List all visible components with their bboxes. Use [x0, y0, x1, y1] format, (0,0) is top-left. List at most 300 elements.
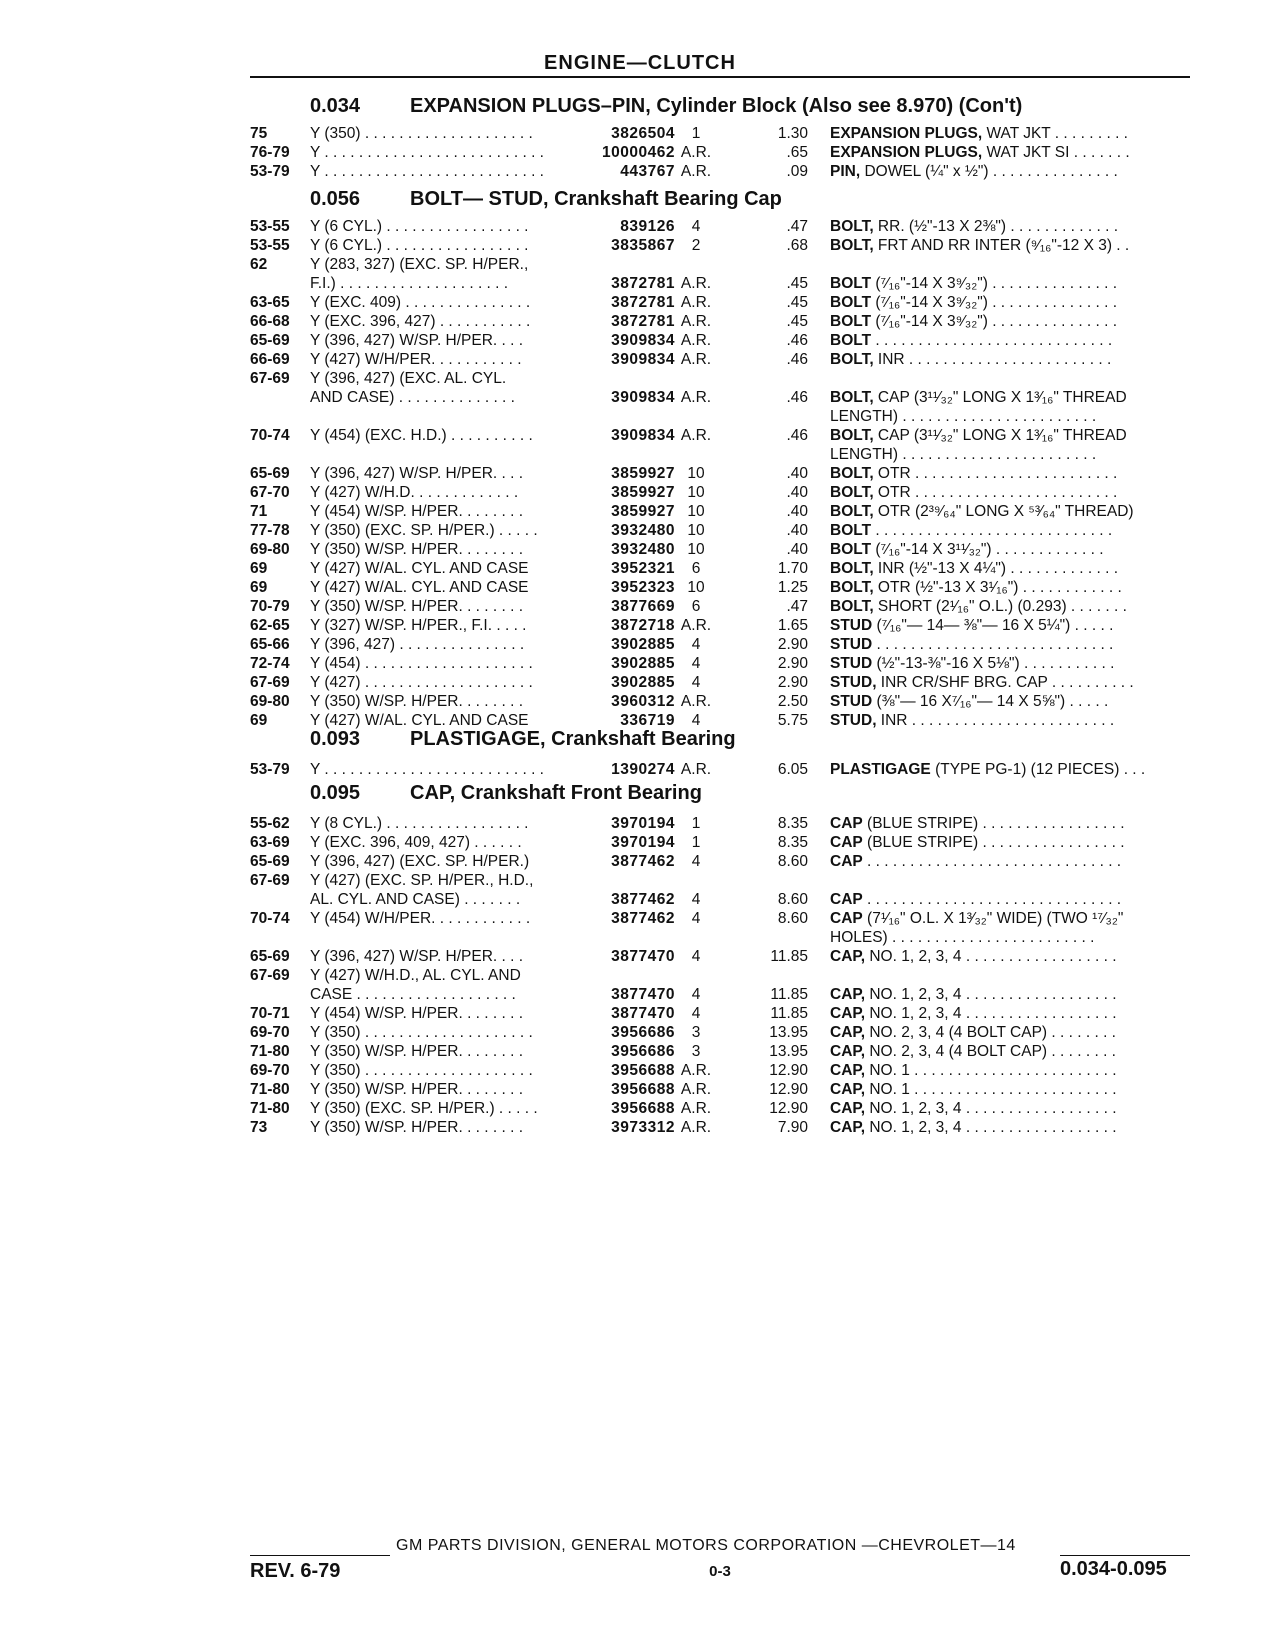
- year-range: 63-69: [250, 834, 290, 851]
- description-name: BOLT: [830, 313, 872, 330]
- application: Y (350) . . . . . . . . . . . . . . . . . . . .: [310, 1062, 533, 1079]
- application: Y (EXC. 396, 409, 427) . . . . . .: [310, 834, 522, 851]
- section-heading: [310, 728, 736, 751]
- description: [830, 521, 1190, 540]
- description-detail: NO. 1, 2, 3, 4 . . . . . . . . . . . . . . . . . .: [865, 986, 1117, 1003]
- description-detail: (½"-13-⅜"-16 X 5⅛") . . . . . . . . . . .: [872, 655, 1115, 672]
- year-range: 75: [250, 125, 268, 142]
- description-detail: (⁷⁄₁₆"-14 X 3⁹⁄₃₂") . . . . . . . . . . . . . . .: [871, 294, 1118, 311]
- price: 5.75: [777, 712, 808, 729]
- price: 2.90: [777, 655, 808, 672]
- parts-row: [0, 890, 1280, 910]
- parts-row: [0, 388, 1280, 408]
- description-detail: (⁷⁄₁₆"-14 X 3⁹⁄₃₂") . . . . . . . . . . . . . . .: [871, 275, 1118, 292]
- year-range: 70-79: [250, 598, 290, 615]
- description-name: CAP,: [830, 1119, 866, 1136]
- parts-row: [0, 616, 1280, 636]
- description-name: CAP,: [830, 1081, 866, 1098]
- description: [830, 559, 1190, 578]
- quantity: 10: [687, 503, 705, 520]
- parts-row: [0, 966, 1280, 986]
- part-number: 3909834: [611, 389, 675, 406]
- quantity: 6: [691, 560, 701, 577]
- parts-row: [0, 1061, 1280, 1081]
- description-detail: (⁷⁄₁₆"-14 X 3¹¹⁄₃₂") . . . . . . . . . . . . .: [871, 541, 1104, 558]
- footer-revision: REV. 6-79: [250, 1560, 341, 1582]
- year-range: 66-68: [250, 313, 290, 330]
- description: [830, 985, 1190, 1004]
- description-name: CAP: [830, 834, 863, 851]
- description-detail: SHORT (2¹⁄₁₆" O.L.) (0.293) . . . . . . .: [873, 598, 1127, 615]
- application: Y (350) . . . . . . . . . . . . . . . . . . . .: [310, 125, 533, 142]
- part-number: 3902885: [611, 636, 675, 653]
- quantity: 4: [691, 910, 701, 927]
- part-number: 3909834: [611, 427, 675, 444]
- quantity: A.R.: [680, 144, 712, 161]
- quantity: 3: [691, 1043, 701, 1060]
- parts-row: [0, 162, 1280, 182]
- part-number: 3970194: [611, 834, 675, 851]
- description-name: STUD,: [830, 712, 877, 729]
- part-number: 3859927: [611, 484, 675, 501]
- description: [830, 293, 1190, 312]
- description-name: BOLT,: [830, 484, 874, 501]
- application: Y (6 CYL.) . . . . . . . . . . . . . . . . .: [310, 237, 529, 254]
- application: Y (8 CYL.) . . . . . . . . . . . . . . . . .: [310, 815, 529, 832]
- part-number: 3835867: [611, 237, 675, 254]
- quantity: 10: [687, 579, 705, 596]
- parts-row: [0, 654, 1280, 674]
- description-name: BOLT: [830, 332, 872, 349]
- section-heading: [310, 95, 1022, 118]
- application: Y (427) W/AL. CYL. AND CASE: [310, 712, 529, 729]
- section-title: PLASTIGAGE, Crankshaft Bearing: [410, 728, 736, 750]
- year-range: 69-80: [250, 541, 290, 558]
- parts-row: [0, 1080, 1280, 1100]
- description-name: CAP,: [830, 1005, 866, 1022]
- application: Y (454) W/H/PER. . . . . . . . . . . .: [310, 910, 531, 927]
- parts-row: [0, 483, 1280, 503]
- parts-row: [0, 597, 1280, 617]
- price: .68: [786, 237, 808, 254]
- price: 7.90: [777, 1119, 808, 1136]
- part-number: 3872718: [611, 617, 675, 634]
- parts-row: [0, 711, 1280, 731]
- part-number: 3956688: [611, 1100, 675, 1117]
- quantity: A.R.: [680, 427, 712, 444]
- description-detail: (⁷⁄₁₆"-14 X 3⁹⁄₃₂") . . . . . . . . . . . . . . .: [871, 313, 1118, 330]
- part-number: 839126: [620, 218, 675, 235]
- description: [830, 124, 1190, 143]
- description-detail: LENGTH) . . . . . . . . . . . . . . . . . . . . . . .: [830, 408, 1097, 425]
- description: [830, 502, 1190, 521]
- price: 1.65: [777, 617, 808, 634]
- application: Y (350) W/SP. H/PER. . . . . . . .: [310, 541, 524, 558]
- quantity: 2: [691, 237, 701, 254]
- part-number: 3877462: [611, 910, 675, 927]
- application: Y . . . . . . . . . . . . . . . . . . . . . . . . . .: [310, 163, 544, 180]
- year-range: 66-69: [250, 351, 290, 368]
- quantity: 10: [687, 465, 705, 482]
- application: Y . . . . . . . . . . . . . . . . . . . . . . . . . .: [310, 761, 544, 778]
- description-name: CAP: [830, 853, 863, 870]
- parts-row: [0, 274, 1280, 294]
- application: Y (EXC. 409) . . . . . . . . . . . . . . .: [310, 294, 531, 311]
- year-range: 65-69: [250, 853, 290, 870]
- price: .47: [786, 598, 808, 615]
- part-number: 1390274: [611, 761, 675, 778]
- part-number: 3932480: [611, 541, 675, 558]
- description-detail: NO. 1, 2, 3, 4 . . . . . . . . . . . . . . . . . .: [865, 1100, 1117, 1117]
- year-range: 67-69: [250, 872, 290, 889]
- year-range: 76-79: [250, 144, 290, 161]
- description-detail: (⅜"— 16 X⁷⁄₁₆"— 14 X 5⅝") . . . . .: [872, 693, 1109, 710]
- price: 8.35: [777, 815, 808, 832]
- parts-row: [0, 1004, 1280, 1024]
- description: [830, 814, 1190, 833]
- application: Y (427) W/AL. CYL. AND CASE: [310, 579, 529, 596]
- description-name: STUD,: [830, 674, 877, 691]
- application: Y (350) W/SP. H/PER. . . . . . . .: [310, 598, 524, 615]
- price: 11.85: [770, 948, 808, 965]
- year-range: 73: [250, 1119, 268, 1136]
- parts-row: [0, 760, 1280, 780]
- description: [830, 1099, 1190, 1118]
- description-detail: OTR (½"-13 X 3¹⁄₁₆") . . . . . . . . . . . .: [873, 579, 1122, 596]
- application: Y (427) W/H.D., AL. CYL. AND: [310, 967, 521, 984]
- quantity: A.R.: [680, 693, 712, 710]
- price: .47: [786, 218, 808, 235]
- application: Y (350) (EXC. SP. H/PER.) . . . . .: [310, 522, 538, 539]
- description-name: BOLT,: [830, 237, 874, 254]
- quantity: 10: [687, 522, 705, 539]
- description: [830, 760, 1190, 779]
- part-number: 3859927: [611, 503, 675, 520]
- part-number: 3877470: [611, 948, 675, 965]
- quantity: A.R.: [680, 294, 712, 311]
- description: [830, 616, 1190, 635]
- year-range: 62: [250, 256, 268, 273]
- year-range: 72-74: [250, 655, 290, 672]
- description-detail: NO. 1, 2, 3, 4 . . . . . . . . . . . . . . . . . .: [865, 1119, 1117, 1136]
- description-name: BOLT,: [830, 389, 874, 406]
- description: [830, 445, 1190, 464]
- description: [830, 1042, 1190, 1061]
- part-number: 3932480: [611, 522, 675, 539]
- section-number: 0.093: [310, 728, 361, 750]
- year-range: 69: [250, 579, 268, 596]
- year-range: 65-69: [250, 948, 290, 965]
- price: 2.50: [777, 693, 808, 710]
- description-name: BOLT,: [830, 503, 874, 520]
- year-range: 70-71: [250, 1005, 290, 1022]
- description-name: CAP: [830, 910, 863, 927]
- year-range: 53-79: [250, 163, 290, 180]
- footer-section-range: 0.034-0.095: [1060, 1558, 1167, 1580]
- year-range: 67-69: [250, 370, 290, 387]
- description: [830, 274, 1190, 293]
- price: 8.60: [777, 910, 808, 927]
- description: [830, 217, 1190, 236]
- parts-row: [0, 947, 1280, 967]
- part-number: 3877462: [611, 891, 675, 908]
- description-detail: (⁷⁄₁₆"— 14— ⅜"— 16 X 5¼") . . . . .: [872, 617, 1114, 634]
- parts-row: [0, 143, 1280, 163]
- description-detail: (BLUE STRIPE) . . . . . . . . . . . . . . . . .: [862, 815, 1125, 832]
- description: [830, 1004, 1190, 1023]
- quantity: 4: [691, 986, 701, 1003]
- parts-row: [0, 692, 1280, 712]
- description-detail: INR CR/SHF BRG. CAP . . . . . . . . . .: [876, 674, 1134, 691]
- parts-row: [0, 236, 1280, 256]
- parts-row: [0, 673, 1280, 693]
- description-name: CAP,: [830, 948, 866, 965]
- application: Y (350) W/SP. H/PER. . . . . . . .: [310, 1119, 524, 1136]
- application: Y (454) W/SP. H/PER. . . . . . . .: [310, 503, 524, 520]
- description: [830, 350, 1190, 369]
- application: Y (396, 427) (EXC. AL. CYL.: [310, 370, 507, 387]
- price: 13.95: [769, 1024, 808, 1041]
- quantity: 4: [691, 218, 701, 235]
- year-range: 69: [250, 560, 268, 577]
- application: CASE . . . . . . . . . . . . . . . . . . .: [310, 986, 516, 1003]
- price: .46: [786, 427, 808, 444]
- quantity: A.R.: [680, 332, 712, 349]
- price: 12.90: [769, 1062, 808, 1079]
- parts-row: [0, 350, 1280, 370]
- description-name: BOLT,: [830, 579, 874, 596]
- price: 1.25: [777, 579, 808, 596]
- parts-row: [0, 1099, 1280, 1119]
- section-number: 0.095: [310, 782, 361, 804]
- part-number: 10000462: [602, 144, 675, 161]
- description: [830, 540, 1190, 559]
- part-number: 3826504: [611, 125, 675, 142]
- price: 11.85: [770, 1005, 808, 1022]
- parts-row: [0, 502, 1280, 522]
- description-name: CAP,: [830, 1024, 866, 1041]
- year-range: 71-80: [250, 1100, 290, 1117]
- description-detail: . . . . . . . . . . . . . . . . . . . . . . . . . . . .: [871, 522, 1113, 539]
- description: [830, 947, 1190, 966]
- year-range: 71-80: [250, 1081, 290, 1098]
- application: Y (350) . . . . . . . . . . . . . . . . . . . .: [310, 1024, 533, 1041]
- part-number: 3902885: [611, 655, 675, 672]
- application: Y (350) (EXC. SP. H/PER.) . . . . .: [310, 1100, 538, 1117]
- description: [830, 236, 1190, 255]
- description-detail: OTR . . . . . . . . . . . . . . . . . . . . . . . .: [873, 465, 1118, 482]
- year-range: 62-65: [250, 617, 290, 634]
- parts-row: [0, 833, 1280, 853]
- parts-row: [0, 814, 1280, 834]
- description: [830, 635, 1190, 654]
- price: .46: [786, 389, 808, 406]
- quantity: 1: [691, 815, 701, 832]
- description: [830, 1023, 1190, 1042]
- part-number: 3872781: [611, 313, 675, 330]
- description: [830, 909, 1190, 928]
- price: 13.95: [769, 1043, 808, 1060]
- description-name: CAP: [830, 815, 863, 832]
- year-range: 53-79: [250, 761, 290, 778]
- parts-row: [0, 521, 1280, 541]
- part-number: 3872781: [611, 294, 675, 311]
- price: 8.60: [777, 891, 808, 908]
- parts-row: [0, 331, 1280, 351]
- description: [830, 162, 1190, 181]
- part-number: 3909834: [611, 351, 675, 368]
- year-range: 65-66: [250, 636, 290, 653]
- parts-row: [0, 635, 1280, 655]
- parts-row: [0, 909, 1280, 929]
- description: [830, 1061, 1190, 1080]
- description-detail: INR . . . . . . . . . . . . . . . . . . . . . . . .: [876, 712, 1115, 729]
- year-range: 53-55: [250, 237, 290, 254]
- year-range: 67-69: [250, 967, 290, 984]
- description-detail: . . . . . . . . . . . . . . . . . . . . . . . . . . . .: [872, 636, 1114, 653]
- description-name: BOLT,: [830, 427, 874, 444]
- application: Y (EXC. 396, 427) . . . . . . . . . . .: [310, 313, 531, 330]
- quantity: 10: [687, 484, 705, 501]
- price: 1.70: [777, 560, 808, 577]
- quantity: 10: [687, 541, 705, 558]
- quantity: A.R.: [680, 1062, 712, 1079]
- parts-row: [0, 1023, 1280, 1043]
- description-name: BOLT,: [830, 465, 874, 482]
- application: Y (350) W/SP. H/PER. . . . . . . .: [310, 693, 524, 710]
- quantity: 4: [691, 712, 701, 729]
- description-name: EXPANSION PLUGS,: [830, 144, 983, 161]
- year-range: 65-69: [250, 465, 290, 482]
- section-title: BOLT— STUD, Crankshaft Bearing Cap: [410, 188, 782, 210]
- description-name: CAP: [830, 891, 863, 908]
- price: 2.90: [777, 636, 808, 653]
- part-number: 3956688: [611, 1081, 675, 1098]
- parts-row: [0, 871, 1280, 891]
- description-detail: LENGTH) . . . . . . . . . . . . . . . . . . . . . . .: [830, 446, 1097, 463]
- parts-row: [0, 255, 1280, 275]
- quantity: A.R.: [680, 617, 712, 634]
- section-heading: [310, 188, 782, 211]
- description: [830, 654, 1190, 673]
- description: [830, 597, 1190, 616]
- parts-row: [0, 124, 1280, 144]
- application: Y (396, 427) W/SP. H/PER. . . .: [310, 465, 524, 482]
- price: 1.30: [777, 125, 808, 142]
- price: .40: [786, 541, 808, 558]
- description-detail: NO. 1 . . . . . . . . . . . . . . . . . . . . . . . .: [865, 1081, 1117, 1098]
- quantity: 6: [691, 598, 701, 615]
- parts-row: [0, 928, 1280, 948]
- quantity: A.R.: [680, 275, 712, 292]
- price: 2.90: [777, 674, 808, 691]
- description-detail: NO. 2, 3, 4 (4 BOLT CAP) . . . . . . . .: [865, 1024, 1116, 1041]
- application: Y . . . . . . . . . . . . . . . . . . . . . . . . . .: [310, 144, 544, 161]
- quantity: A.R.: [680, 313, 712, 330]
- price: .40: [786, 503, 808, 520]
- parts-row: [0, 312, 1280, 332]
- description-detail: OTR . . . . . . . . . . . . . . . . . . . . . . . .: [873, 484, 1118, 501]
- description: [830, 426, 1190, 445]
- description: [830, 331, 1190, 350]
- description-detail: INR . . . . . . . . . . . . . . . . . . . . . . . .: [873, 351, 1112, 368]
- year-range: 77-78: [250, 522, 290, 539]
- description-name: BOLT: [830, 522, 872, 539]
- description-name: CAP,: [830, 986, 866, 1003]
- price: .45: [786, 275, 808, 292]
- section-number: 0.034: [310, 95, 361, 117]
- description-detail: OTR (2³⁹⁄₆₄" LONG X ⁵³⁄₆₄" THREAD): [873, 503, 1134, 520]
- parts-row: [0, 852, 1280, 872]
- footer-rule-left: [250, 1555, 390, 1556]
- part-number: 3859927: [611, 465, 675, 482]
- description-name: BOLT: [830, 541, 872, 558]
- footer-page-number: 0-3: [709, 1563, 731, 1580]
- year-range: 71: [250, 503, 268, 520]
- application: Y (454) W/SP. H/PER. . . . . . . .: [310, 1005, 524, 1022]
- parts-row: [0, 1042, 1280, 1062]
- year-range: 69: [250, 712, 268, 729]
- section-number: 0.056: [310, 188, 361, 210]
- description: [830, 711, 1190, 730]
- application: AL. CYL. AND CASE) . . . . . . .: [310, 891, 521, 908]
- parts-row: [0, 217, 1280, 237]
- part-number: 3877669: [611, 598, 675, 615]
- description-name: STUD: [830, 655, 873, 672]
- description-name: BOLT,: [830, 351, 874, 368]
- application: AND CASE) . . . . . . . . . . . . . .: [310, 389, 515, 406]
- part-number: 3909834: [611, 332, 675, 349]
- part-number: 3877470: [611, 986, 675, 1003]
- description-name: BOLT,: [830, 218, 874, 235]
- description-name: BOLT,: [830, 598, 874, 615]
- description-name: BOLT: [830, 294, 872, 311]
- quantity: 3: [691, 1024, 701, 1041]
- application: Y (454) . . . . . . . . . . . . . . . . . . . .: [310, 655, 533, 672]
- year-range: 71-80: [250, 1043, 290, 1060]
- price: .09: [786, 163, 808, 180]
- parts-row: [0, 578, 1280, 598]
- application: Y (396, 427) (EXC. SP. H/PER.): [310, 853, 530, 870]
- description-detail: . . . . . . . . . . . . . . . . . . . . . . . . . . . . . .: [862, 891, 1122, 908]
- description: [830, 890, 1190, 909]
- description-name: CAP,: [830, 1062, 866, 1079]
- parts-row: [0, 445, 1280, 465]
- description: [830, 483, 1190, 502]
- parts-row: [0, 464, 1280, 484]
- parts-row: [0, 1118, 1280, 1138]
- description-name: PLASTIGAGE: [830, 761, 931, 778]
- quantity: 4: [691, 853, 701, 870]
- description-detail: HOLES) . . . . . . . . . . . . . . . . . . . . . . . .: [830, 929, 1095, 946]
- description-detail: NO. 1, 2, 3, 4 . . . . . . . . . . . . . . . . . .: [865, 948, 1117, 965]
- description-detail: NO. 1 . . . . . . . . . . . . . . . . . . . . . . . .: [865, 1062, 1117, 1079]
- price: 12.90: [769, 1100, 808, 1117]
- year-range: 55-62: [250, 815, 290, 832]
- year-range: 70-74: [250, 910, 290, 927]
- description-name: BOLT: [830, 275, 872, 292]
- quantity: A.R.: [680, 761, 712, 778]
- description: [830, 464, 1190, 483]
- description-detail: WAT JKT . . . . . . . . .: [982, 125, 1128, 142]
- page-title: ENGINE—CLUTCH: [544, 52, 736, 74]
- year-range: 69-70: [250, 1024, 290, 1041]
- quantity: 4: [691, 674, 701, 691]
- description-detail: RR. (½"-13 X 2⅜") . . . . . . . . . . . . .: [873, 218, 1119, 235]
- part-number: 3956686: [611, 1043, 675, 1060]
- description-detail: . . . . . . . . . . . . . . . . . . . . . . . . . . . . . .: [862, 853, 1122, 870]
- quantity: 4: [691, 891, 701, 908]
